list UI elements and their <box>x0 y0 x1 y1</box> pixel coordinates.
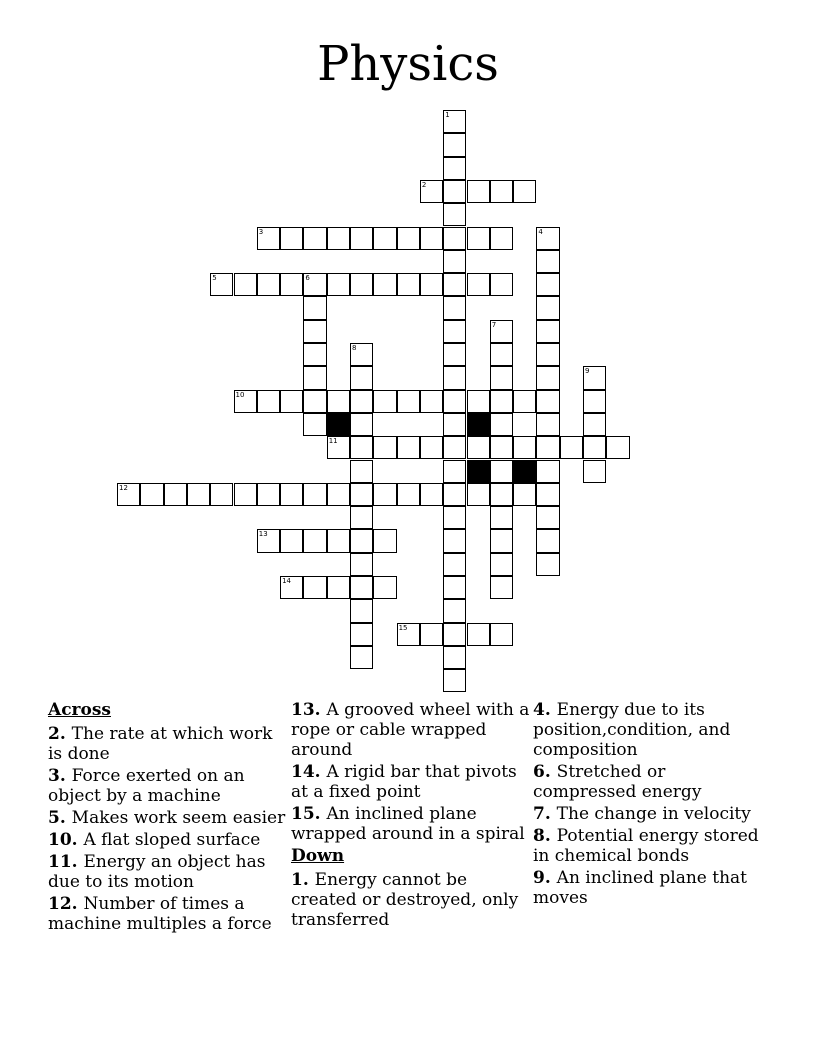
grid-cell[interactable] <box>536 436 559 459</box>
clue-number-label: 4 <box>538 227 543 236</box>
clue-text: Force exerted on an object by a machine <box>48 766 245 806</box>
clue-number-label: 13 <box>258 530 268 539</box>
grid-cell[interactable] <box>443 623 466 646</box>
grid-cell[interactable] <box>350 273 373 296</box>
clues-heading: Across <box>48 700 111 720</box>
grid-cell[interactable] <box>234 273 257 296</box>
grid-cell[interactable] <box>350 506 373 529</box>
grid-cell[interactable] <box>303 576 326 599</box>
grid-cell[interactable] <box>280 483 303 506</box>
grid-cell[interactable] <box>420 390 443 413</box>
grid-cell[interactable] <box>350 436 373 459</box>
clue-text: Energy an object has due to its motion <box>48 852 266 892</box>
grid-cell[interactable] <box>490 390 513 413</box>
clue-number-label: 12 <box>119 483 128 492</box>
grid-cell[interactable] <box>490 576 513 599</box>
clue-number: 9. <box>533 868 557 888</box>
down-clue <box>533 868 773 908</box>
grid-cell[interactable] <box>490 483 513 506</box>
grid-cell[interactable] <box>187 483 210 506</box>
grid-cell[interactable] <box>583 390 606 413</box>
grid-cell[interactable] <box>467 436 490 459</box>
grid-cell[interactable] <box>467 227 490 250</box>
grid-cell[interactable] <box>536 460 559 483</box>
grid-cell[interactable] <box>490 506 513 529</box>
grid-cell[interactable] <box>443 343 466 366</box>
grid-cell[interactable] <box>303 413 326 436</box>
grid-cell[interactable] <box>397 436 420 459</box>
across-clue <box>291 700 531 760</box>
clue-number: 4. <box>533 700 557 720</box>
clue-text: Makes work seem easier <box>71 808 286 828</box>
grid-cell[interactable] <box>373 390 396 413</box>
grid-cell[interactable] <box>280 227 303 250</box>
grid-cell[interactable] <box>536 553 559 576</box>
down-clue <box>291 870 531 930</box>
grid-cell[interactable] <box>443 460 466 483</box>
grid-cell[interactable] <box>303 366 326 389</box>
grid-cell[interactable] <box>350 413 373 436</box>
grid-cell[interactable] <box>373 529 396 552</box>
grid-cell[interactable] <box>490 529 513 552</box>
grid-cell[interactable] <box>467 273 490 296</box>
grid-cell[interactable] <box>350 623 373 646</box>
clue-text: A flat sloped surface <box>83 830 261 850</box>
grid-cell[interactable] <box>467 483 490 506</box>
down-clue <box>533 826 773 866</box>
grid-cell[interactable] <box>350 599 373 622</box>
grid-cell[interactable] <box>303 227 326 250</box>
grid-cell[interactable] <box>583 436 606 459</box>
across-clue <box>48 766 288 806</box>
grid-cell[interactable] <box>280 273 303 296</box>
grid-cell[interactable] <box>443 646 466 669</box>
grid-cell[interactable] <box>350 529 373 552</box>
clue-text: A rigid bar that pivots at a fixed point <box>291 762 517 802</box>
grid-cell[interactable] <box>443 599 466 622</box>
grid-cell[interactable] <box>583 413 606 436</box>
grid-cell[interactable] <box>513 436 536 459</box>
grid-cell[interactable] <box>490 227 513 250</box>
grid-cell[interactable] <box>257 483 280 506</box>
across-clue <box>291 762 531 802</box>
grid-cell[interactable] <box>443 576 466 599</box>
down-clue <box>533 762 773 802</box>
clue-number-label: 7 <box>491 320 497 329</box>
clue-number: 15. <box>291 804 327 824</box>
grid-cell[interactable] <box>443 553 466 576</box>
grid-cell[interactable] <box>443 390 466 413</box>
grid-cell[interactable] <box>373 436 396 459</box>
clue-number-label: 5 <box>212 274 217 283</box>
clue-number: 12. <box>48 894 84 914</box>
grid-cell[interactable] <box>373 273 396 296</box>
grid-cell[interactable] <box>536 483 559 506</box>
grid-cell[interactable] <box>303 390 326 413</box>
grid-cell[interactable] <box>490 460 513 483</box>
clues-column-2 <box>291 700 531 932</box>
grid-cell[interactable] <box>443 669 466 692</box>
clue-number: 3. <box>48 766 72 786</box>
grid-cell[interactable] <box>490 623 513 646</box>
grid-cell[interactable] <box>327 576 350 599</box>
grid-cell[interactable] <box>210 483 233 506</box>
grid-cell[interactable] <box>443 227 466 250</box>
grid-cell[interactable] <box>327 227 350 250</box>
clue-number-label: 8 <box>352 344 357 352</box>
grid-cell[interactable] <box>257 390 280 413</box>
clue-number: 11. <box>48 852 84 872</box>
clue-number: 2. <box>48 724 72 744</box>
clues-column-1 <box>48 700 288 936</box>
grid-cell[interactable] <box>443 180 466 203</box>
page-title: Physics <box>317 36 499 92</box>
grid-cell[interactable] <box>443 320 466 343</box>
grid-cell[interactable] <box>373 576 396 599</box>
black-cell <box>467 413 490 436</box>
grid-cell[interactable] <box>420 227 443 250</box>
grid-cell[interactable] <box>327 529 350 552</box>
across-clue <box>48 852 288 892</box>
grid-cell[interactable] <box>443 529 466 552</box>
clue-number: 7. <box>533 804 557 824</box>
black-cell <box>327 413 350 436</box>
grid-cell[interactable] <box>490 180 513 203</box>
grid-cell[interactable] <box>443 506 466 529</box>
grid-cell[interactable] <box>443 250 466 273</box>
grid-cell[interactable] <box>536 506 559 529</box>
grid-cell[interactable] <box>327 273 350 296</box>
grid-cell[interactable] <box>443 366 466 389</box>
grid-cell[interactable] <box>490 343 513 366</box>
grid-cell[interactable] <box>350 646 373 669</box>
clue-number-label: 10 <box>235 390 245 399</box>
clues-heading: Down <box>291 846 345 866</box>
grid-cell[interactable] <box>490 436 513 459</box>
across-clue <box>291 804 531 844</box>
clue-number-label: 11 <box>328 437 338 446</box>
across-clue <box>48 830 288 850</box>
clue-number: 13. <box>291 700 327 720</box>
clue-number: 1. <box>291 870 315 890</box>
grid-cell[interactable] <box>303 343 326 366</box>
grid-cell[interactable] <box>350 390 373 413</box>
clue-text: Number of times a machine multiples a force <box>48 894 272 934</box>
grid-cell[interactable] <box>536 343 559 366</box>
grid-cell[interactable] <box>443 133 466 156</box>
grid-cell[interactable] <box>420 483 443 506</box>
across-clue <box>48 808 288 828</box>
clue-number: 14. <box>291 762 327 782</box>
grid-cell[interactable] <box>443 413 466 436</box>
clues-column-3 <box>533 700 773 910</box>
grid-cell[interactable] <box>443 436 466 459</box>
grid-cell[interactable] <box>373 227 396 250</box>
grid-cell[interactable] <box>327 390 350 413</box>
grid-cell[interactable] <box>467 623 490 646</box>
grid-cell[interactable] <box>606 436 629 459</box>
clue-number: 6. <box>533 762 557 782</box>
grid-cell[interactable] <box>536 529 559 552</box>
grid-cell[interactable] <box>397 227 420 250</box>
grid-cell[interactable] <box>467 390 490 413</box>
grid-cell[interactable] <box>397 390 420 413</box>
clue-text: A grooved wheel with a rope or cable wrapped around <box>291 700 530 760</box>
grid-cell[interactable] <box>467 180 490 203</box>
grid-cell[interactable] <box>513 483 536 506</box>
grid-cell[interactable] <box>420 623 443 646</box>
grid-cell[interactable] <box>280 529 303 552</box>
clue-number-label: 1 <box>445 111 450 119</box>
grid-cell[interactable] <box>350 460 373 483</box>
grid-cell[interactable] <box>443 157 466 180</box>
clue-number: 8. <box>533 826 557 846</box>
clue-number: 10. <box>48 830 84 850</box>
grid-cell[interactable] <box>490 273 513 296</box>
grid-cell[interactable] <box>443 273 466 296</box>
clue-text: Energy cannot be created or destroyed, only transferred <box>291 870 519 930</box>
grid-cell[interactable] <box>536 320 559 343</box>
grid-cell[interactable] <box>536 366 559 389</box>
grid-cell[interactable] <box>420 273 443 296</box>
grid-cell[interactable] <box>443 203 466 226</box>
black-cell <box>513 460 536 483</box>
clue-text: An inclined plane wrapped around in a spiral <box>291 804 525 844</box>
across-clue <box>48 724 288 764</box>
grid-cell[interactable] <box>350 553 373 576</box>
clue-number: 5. <box>48 808 72 828</box>
grid-cell[interactable] <box>560 436 583 459</box>
grid-cell[interactable] <box>513 180 536 203</box>
grid-cell[interactable] <box>303 529 326 552</box>
grid-cell[interactable] <box>164 483 187 506</box>
grid-cell[interactable] <box>536 250 559 273</box>
grid-cell[interactable] <box>536 390 559 413</box>
grid-cell[interactable] <box>350 366 373 389</box>
grid-cell[interactable] <box>397 483 420 506</box>
grid-cell[interactable] <box>490 413 513 436</box>
black-cell <box>467 460 490 483</box>
clue-number-label: 3 <box>258 227 264 236</box>
clue-number-label: 14 <box>282 577 292 585</box>
grid-cell[interactable] <box>536 413 559 436</box>
clue-number-label: 9 <box>585 367 590 376</box>
grid-cell[interactable] <box>350 483 373 506</box>
grid-cell[interactable] <box>443 296 466 319</box>
clue-text: The rate at which work is done <box>48 724 273 764</box>
clue-text: The change in velocity <box>556 804 751 824</box>
grid-cell[interactable] <box>490 366 513 389</box>
grid-cell[interactable] <box>234 483 257 506</box>
clue-number-label: 6 <box>305 274 310 283</box>
grid-cell[interactable] <box>303 320 326 343</box>
grid-cell[interactable] <box>583 460 606 483</box>
grid-cell[interactable] <box>280 390 303 413</box>
grid-cell[interactable] <box>397 273 420 296</box>
grid-cell[interactable] <box>536 273 559 296</box>
grid-cell[interactable] <box>536 296 559 319</box>
clue-number-label: 2 <box>421 180 427 189</box>
across-clue <box>48 894 288 934</box>
grid-cell[interactable] <box>443 483 466 506</box>
grid-cell[interactable] <box>490 553 513 576</box>
grid-cell[interactable] <box>327 483 350 506</box>
clue-number-label: 15 <box>398 623 408 632</box>
grid-cell[interactable] <box>303 483 326 506</box>
grid-cell[interactable] <box>373 483 396 506</box>
grid-cell[interactable] <box>513 390 536 413</box>
clue-text: Energy due to its position,condition, and composition <box>533 700 731 760</box>
grid-cell[interactable] <box>350 227 373 250</box>
clue-text: Stretched or compressed energy <box>533 762 702 802</box>
grid-cell[interactable] <box>140 483 163 506</box>
grid-cell[interactable] <box>420 436 443 459</box>
grid-cell[interactable] <box>350 576 373 599</box>
grid-cell[interactable] <box>257 273 280 296</box>
down-clue <box>533 804 773 824</box>
grid-cell[interactable] <box>303 296 326 319</box>
clue-text: Potential energy stored in chemical bonds <box>533 826 759 866</box>
down-clue <box>533 700 773 760</box>
clue-text: An inclined plane that moves <box>533 868 747 908</box>
